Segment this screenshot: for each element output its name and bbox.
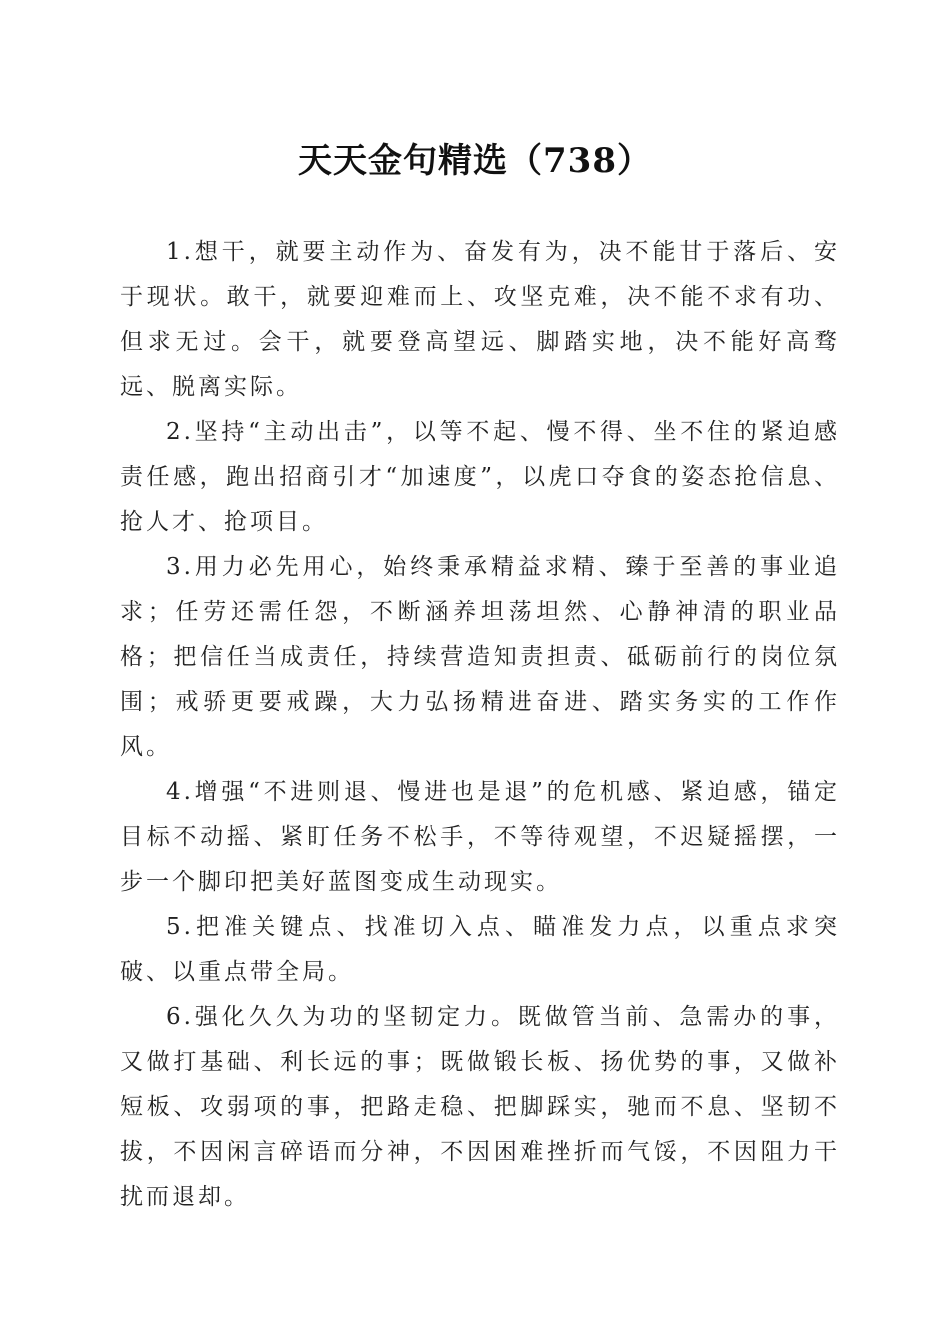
paragraph-6: 6.强化久久为功的坚韧定力。既做管当前、急需办的事，又做打基础、利长远的事；既做锻长板、扬优势的事，又做补短板、攻弱项的事，把路走稳、把脚踩实，驰而不息、坚韧不拔，不因闲言碎语而分神，不因困难挫折而气馁，不因阻力干扰而退却。 [120,1004,840,1210]
paragraph-4: 4.增强“不进则退、慢进也是退”的危机感、紧迫感，锚定目标不动摇、紧盯任务不松手，不等待观望，不迟疑摇摆，一步一个脚印把美好蓝图变成生动现实。 [120,779,840,895]
paragraph-5: 5.把准关键点、找准切入点、瞄准发力点，以重点求突破、以重点带全局。 [120,914,840,985]
paragraph-2: 2.坚持“主动出击”，以等不起、慢不得、坐不住的紧迫感责任感，跑出招商引才“加速度”，以虎口夺食的姿态抢信息、抢人才、抢项目。 [120,419,840,535]
paragraph-1: 1.想干，就要主动作为、奋发有为，决不能甘于落后、安于现状。敢干，就要迎难而上、攻坚克难，决不能不求有功、但求无过。会干，就要登高望远、脚踏实地，决不能好高骛远、脱离实际。 [120,239,840,400]
page-title: 天天金句精选（738） [298,141,652,181]
document-body [120,230,840,1220]
paragraph-3: 3.用力必先用心，始终秉承精益求精、臻于至善的事业追求；任劳还需任怨，不断涵养坦荡坦然、心静神清的职业品格；把信任当成责任，持续营造知责担责、砥砺前行的岗位氛围；戒骄更要戒躁，大力弘扬精进奋进、踏实务实的工作作风。 [120,554,840,760]
